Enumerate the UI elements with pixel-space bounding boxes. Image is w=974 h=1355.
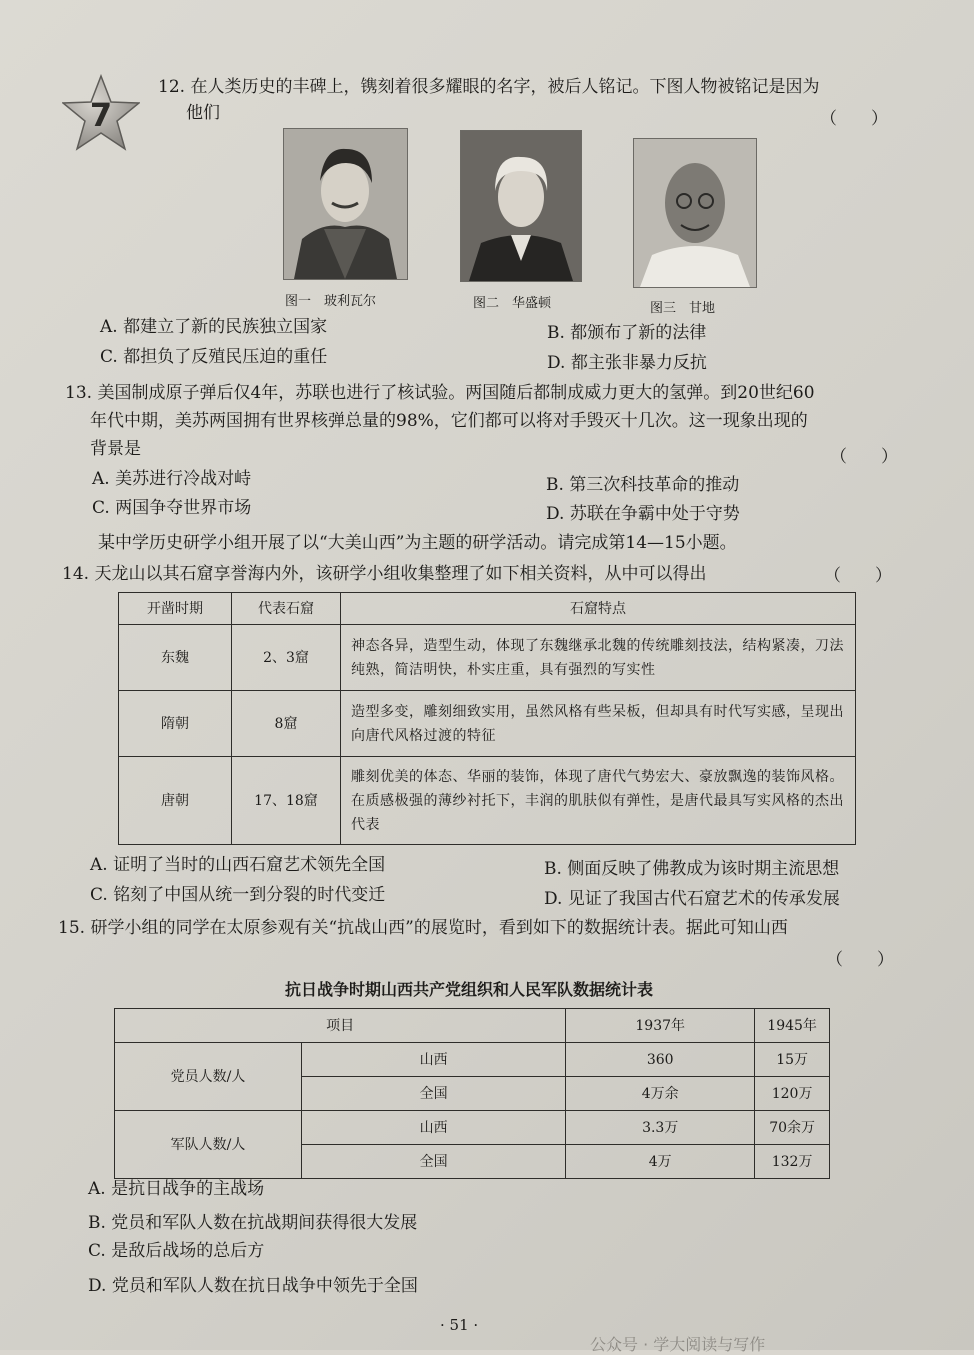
q12-option-b[interactable]: B. 都颁布了新的法律	[547, 323, 707, 343]
row-feature: 雕刻优美的体态、华丽的装饰，体现了唐代气势宏大、豪放飘逸的装饰风格。在质感极强的薄纱衬托下，丰润的肌肤似有弹性，是唐代最具写实风格的杰出代表	[341, 757, 856, 845]
q14-option-a[interactable]: A. 证明了当时的山西石窟艺术领先全国	[90, 855, 386, 875]
q12-stem-line1: 12. 在人类历史的丰碑上，镌刻着很多耀眼的名字，被后人铭记。下图人物被铭记是因为	[158, 77, 820, 97]
row-1937: 4万余	[566, 1077, 755, 1111]
q12-answer-bracket[interactable]: （ ）	[820, 109, 888, 129]
caption-fig3: 图三 甘地	[650, 301, 716, 316]
washington-figure-icon	[461, 131, 581, 281]
header-period: 开凿时期	[119, 593, 232, 625]
q12-stem-line2: 他们	[186, 103, 220, 123]
q13-stem-line1: 13. 美国制成原子弹后仅4年，苏联也进行了核试验。两国随后都制成威力更大的氢弹。到20世纪60	[65, 383, 815, 403]
row-period: 隋朝	[119, 691, 232, 757]
caption-fig1: 图一 玻利瓦尔	[285, 294, 377, 309]
group-party-members: 党员人数/人	[115, 1043, 302, 1111]
q13-option-c[interactable]: C. 两国争夺世界市场	[92, 498, 252, 518]
table-row	[119, 691, 856, 757]
group-army: 军队人数/人	[115, 1111, 302, 1179]
table-row	[115, 1111, 830, 1145]
row-1937: 3.3万	[566, 1111, 755, 1145]
q15-answer-bracket[interactable]: （ ）	[826, 950, 894, 970]
q13-stem-line3: 背景是	[90, 439, 141, 459]
q14-answer-bracket[interactable]: （ ）	[824, 566, 892, 586]
row-1945: 70余万	[755, 1111, 830, 1145]
portrait-washington	[460, 130, 582, 282]
row-1945: 132万	[755, 1145, 830, 1179]
portrait-bolivar	[283, 128, 408, 280]
gandhi-figure-icon	[634, 139, 756, 287]
page-number: · 51 ·	[440, 1316, 479, 1334]
header-feature: 石窟特点	[341, 593, 856, 625]
q15-stem: 15. 研学小组的同学在太原参观有关“抗战山西”的展览时，看到如下的数据统计表。据此可知山西	[58, 918, 788, 938]
q14-grotto-table	[118, 592, 856, 845]
q15-option-c[interactable]: C. 是敌后战场的总后方	[88, 1241, 265, 1261]
row-caves: 2、3窟	[232, 625, 341, 691]
header-caves: 代表石窟	[232, 593, 341, 625]
row-caves: 8窟	[232, 691, 341, 757]
q12-option-a[interactable]: A. 都建立了新的民族独立国家	[100, 317, 328, 337]
row-region: 全国	[302, 1077, 566, 1111]
table-row	[119, 757, 856, 845]
q14-option-b[interactable]: B. 侧面反映了佛教成为该时期主流思想	[544, 859, 840, 879]
q12-option-d[interactable]: D. 都主张非暴力反抗	[547, 353, 707, 373]
table-row	[115, 1043, 830, 1077]
q14-option-d[interactable]: D. 见证了我国古代石窟艺术的传承发展	[544, 889, 840, 909]
q15-table-title: 抗日战争时期山西共产党组织和人民军队数据统计表	[285, 980, 654, 999]
table-row	[119, 625, 856, 691]
row-region: 全国	[302, 1145, 566, 1179]
q13-answer-bracket[interactable]: （ ）	[830, 447, 898, 467]
q15-data-table	[114, 1008, 830, 1179]
intro-14-15: 某中学历史研学小组开展了以“大美山西”为主题的研学活动。请完成第14—15小题。	[98, 533, 737, 553]
row-region: 山西	[302, 1043, 566, 1077]
q15-option-d[interactable]: D. 党员和军队人数在抗日战争中领先于全国	[88, 1276, 418, 1296]
row-caves: 17、18窟	[232, 757, 341, 845]
bolivar-figure-icon	[284, 129, 407, 279]
q13-option-a[interactable]: A. 美苏进行冷战对峙	[92, 469, 252, 489]
row-feature: 造型多变，雕刻细致实用，虽然风格有些呆板，但却具有时代写实感，呈现出向唐代风格过渡的特征	[341, 691, 856, 757]
header-item: 项目	[115, 1009, 566, 1043]
q13-option-d[interactable]: D. 苏联在争霸中处于守势	[546, 504, 740, 524]
header-1945: 1945年	[755, 1009, 830, 1043]
q13-stem-line2: 年代中期，美苏两国拥有世界核弹总量的98%，它们都可以将对手毁灭十几次。这一现象出现的	[90, 411, 808, 431]
portrait-gandhi	[633, 138, 757, 288]
star-badge-icon	[62, 74, 140, 152]
q14-option-c[interactable]: C. 铭刻了中国从统一到分裂的时代变迁	[90, 885, 386, 905]
row-period: 东魏	[119, 625, 232, 691]
row-1937: 4万	[566, 1145, 755, 1179]
header-1937: 1937年	[566, 1009, 755, 1043]
badge-number: 7	[89, 96, 113, 134]
row-1945: 120万	[755, 1077, 830, 1111]
q15-option-a[interactable]: A. 是抗日战争的主战场	[88, 1179, 265, 1199]
row-region: 山西	[302, 1111, 566, 1145]
q13-option-b[interactable]: B. 第三次科技革命的推动	[546, 475, 740, 495]
row-feature: 神态各异，造型生动，体现了东魏继承北魏的传统雕刻技法，结构紧凑，刀法纯熟，简洁明快，朴实庄重，具有强烈的写实性	[341, 625, 856, 691]
footer-watermark: 公众号 · 学大阅读与写作	[590, 1335, 766, 1354]
row-period: 唐朝	[119, 757, 232, 845]
q14-stem: 14. 天龙山以其石窟享誉海内外，该研学小组收集整理了如下相关资料，从中可以得出	[62, 564, 707, 584]
caption-fig2: 图二 华盛顿	[473, 296, 552, 311]
q12-option-c[interactable]: C. 都担负了反殖民压迫的重任	[100, 347, 328, 367]
row-1937: 360	[566, 1043, 755, 1077]
row-1945: 15万	[755, 1043, 830, 1077]
q15-option-b[interactable]: B. 党员和军队人数在抗战期间获得很大发展	[88, 1213, 418, 1233]
